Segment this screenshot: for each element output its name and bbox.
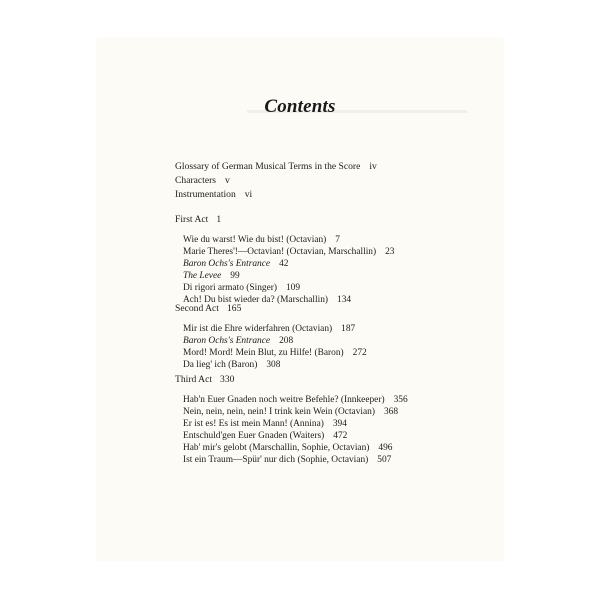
entry-page: 356	[393, 395, 408, 405]
toc-entry	[175, 161, 377, 175]
page-title: Contents	[264, 96, 336, 117]
act-page: 330	[220, 374, 235, 385]
toc-entry	[183, 454, 408, 466]
toc-entry	[183, 258, 394, 270]
toc-entry	[183, 270, 394, 282]
entry-page: 472	[333, 431, 348, 441]
entry-label: Er ist es! Es ist mein Mann! (Annina)	[183, 419, 324, 429]
entry-page: 134	[337, 295, 352, 305]
toc-entry	[175, 189, 377, 203]
entry-page: 7	[335, 235, 340, 245]
act-section-second	[175, 303, 367, 371]
entry-label: Ach! Du bist wieder da? (Marschallin)	[183, 295, 329, 305]
entry-label: Ist ein Traum—Spür' nur dich (Sophie, Octavian)	[183, 455, 369, 465]
entry-page: 507	[377, 455, 392, 465]
entry-label: Di rigori armato (Singer)	[183, 283, 277, 293]
entry-label: Da lieg' ich (Baron)	[183, 360, 258, 370]
entry-page: 99	[230, 271, 240, 281]
entry-page: 23	[385, 247, 395, 257]
entry-label: Characters	[175, 175, 217, 186]
act-section-third	[175, 374, 408, 466]
entry-label: Entschuld'gen Euer Gnaden (Waiters)	[183, 431, 325, 441]
entry-page: 308	[266, 360, 281, 370]
act-page: 165	[226, 303, 242, 314]
entry-page: 394	[332, 419, 347, 429]
entry-label: Instrumentation	[175, 189, 236, 200]
entry-page: 368	[383, 407, 399, 417]
entry-label: Glossary of German Musical Terms in the Score	[175, 161, 361, 172]
toc-entry	[183, 234, 394, 246]
toc-entry	[175, 175, 377, 189]
toc-entry	[183, 246, 394, 258]
entry-label: Marie Theres'!—Octavian! (Octavian, Marschallin)	[183, 247, 377, 257]
entry-label: Mord! Mord! Mein Blut, zu Hilfe! (Baron)	[183, 348, 344, 358]
entry-label: Mir ist die Ehre widerfahren (Octavian)	[183, 324, 333, 334]
entry-page: 109	[285, 283, 301, 293]
entry-label: Baron Ochs's Entrance	[183, 259, 271, 269]
book-page	[97, 38, 503, 560]
entry-label: Nein, nein, nein, nein! I trink kein Wein (Octavian)	[183, 407, 375, 417]
entry-label: The Levee	[183, 271, 222, 281]
entry-page: v	[225, 175, 230, 186]
entry-page: iv	[369, 161, 377, 172]
toc-entry	[183, 323, 367, 335]
act-section-first	[175, 214, 394, 306]
entry-label: Baron Ochs's Entrance	[183, 336, 271, 346]
toc-entry	[183, 282, 394, 294]
toc-entry	[183, 418, 408, 430]
entry-label: Hab' mir's gelobt (Marschallin, Sophie, Octavian)	[183, 443, 370, 453]
entry-page: 496	[378, 443, 393, 453]
act-title: Second Act	[175, 303, 219, 314]
entry-page: 272	[352, 348, 367, 358]
toc-entry	[183, 430, 408, 442]
entry-page: 42	[279, 259, 289, 269]
toc-entry	[183, 359, 367, 371]
act-page: 1	[216, 214, 222, 225]
front-matter	[175, 161, 377, 203]
entry-page: 208	[279, 336, 294, 346]
act-heading	[175, 303, 367, 323]
entry-page: vi	[244, 189, 253, 200]
act-title: First Act	[175, 214, 209, 225]
toc-entry	[183, 406, 408, 418]
toc-entry	[183, 394, 408, 406]
act-heading	[175, 214, 394, 234]
act-title: Third Act	[175, 374, 213, 385]
toc-entry	[183, 335, 367, 347]
entry-page: 187	[341, 324, 356, 334]
entry-label: Wie du warst! Wie du bist! (Octavian)	[183, 235, 327, 245]
entry-label: Hab'n Euer Gnaden noch weitre Befehle? (Innkeeper)	[183, 395, 385, 405]
act-heading	[175, 374, 408, 394]
toc-entry	[183, 347, 367, 359]
toc-entry	[183, 442, 408, 454]
